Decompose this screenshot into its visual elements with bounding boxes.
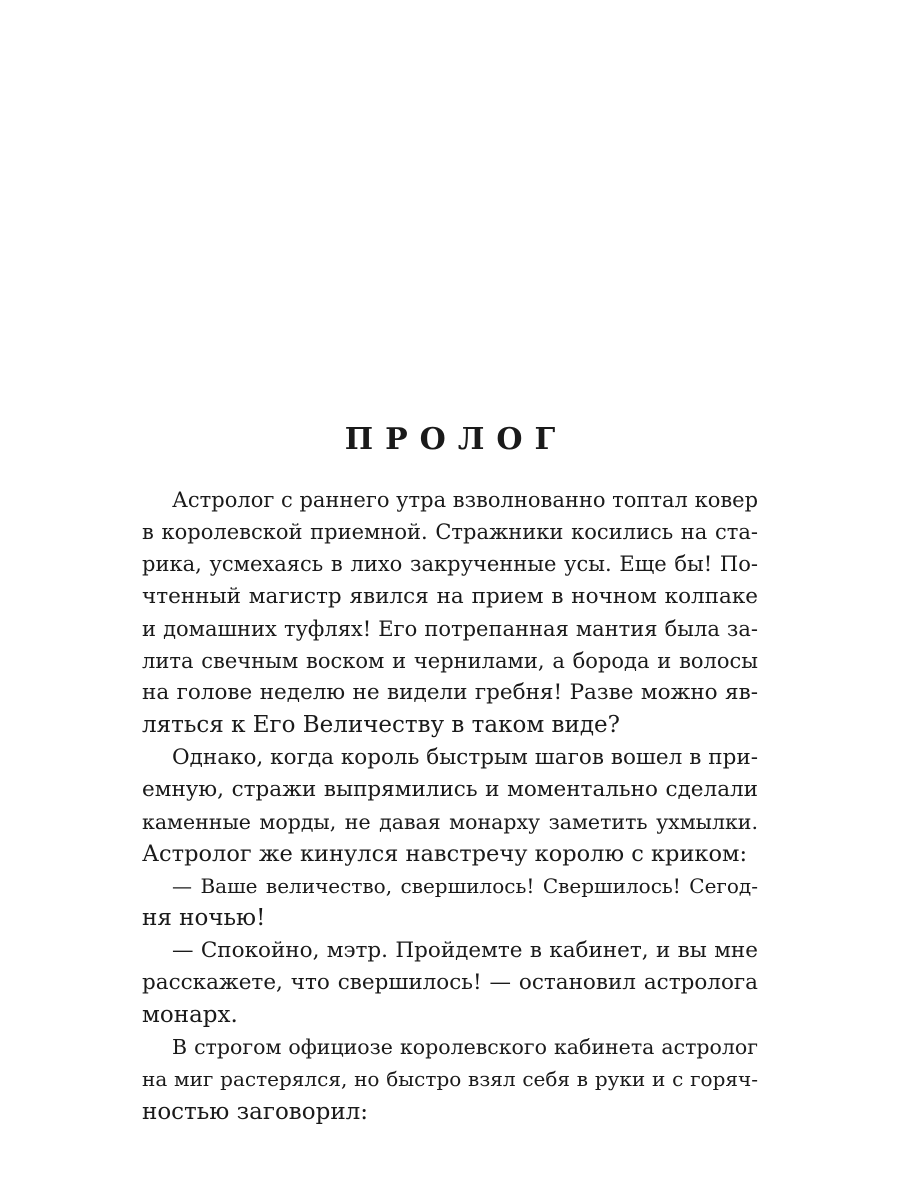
paragraph <box>142 484 758 742</box>
text-line: в королевской приемной. Стражники косились на ста- <box>142 520 758 545</box>
text-line: расскажете, что свершилось! — остановил астролога <box>142 969 758 995</box>
chapter-title: ПРОЛОГ <box>344 422 568 457</box>
text-line: — Спокойно, мэтр. Пройдемте в кабинет, и вы мне <box>172 937 758 963</box>
text-line: на миг растерялся, но быстро взял себя в руки и с горяч- <box>142 1067 758 1092</box>
text-line: — Ваше величество, свершилось! Свершилось! Сегод- <box>172 874 758 899</box>
paragraph <box>142 1031 758 1128</box>
text-line: рика, усмехаясь в лихо закрученные усы. Еще бы! По- <box>142 552 758 577</box>
text-line: и домашних туфлях! Его потрепанная мантия была за- <box>142 616 758 641</box>
paragraph <box>142 870 758 934</box>
text-line: на голове неделю не видели гребня! Разве можно яв- <box>142 680 758 706</box>
paragraph <box>142 742 758 871</box>
text-line: чтенный магистр явился на прием в ночном колпаке <box>142 583 758 609</box>
text-line: Астролог же кинулся навстречу королю с криком: <box>142 841 748 868</box>
text-line: В строгом официозе королевского кабинета астролог <box>172 1035 758 1060</box>
chapter-text <box>142 484 758 1128</box>
text-line: ня ночью! <box>142 905 266 932</box>
text-line: емную, стражи выпрямились и моментально сделали <box>142 776 758 802</box>
text-line: ляться к Его Величеству в таком виде? <box>142 712 620 739</box>
text-line: монарх. <box>142 1002 238 1028</box>
text-line: ностью заговорил: <box>142 1098 369 1125</box>
paragraph <box>142 935 758 1032</box>
text-line: Астролог с раннего утра взволнованно топтал ковер <box>172 488 759 512</box>
text-line: лита свечным воском и чернилами, а борода и волосы <box>142 648 758 673</box>
text-line: Однако, когда король быстрым шагов вошел в при- <box>172 744 758 770</box>
text-line: каменные морды, не давая монарху заметить ухмылки. <box>142 809 758 834</box>
